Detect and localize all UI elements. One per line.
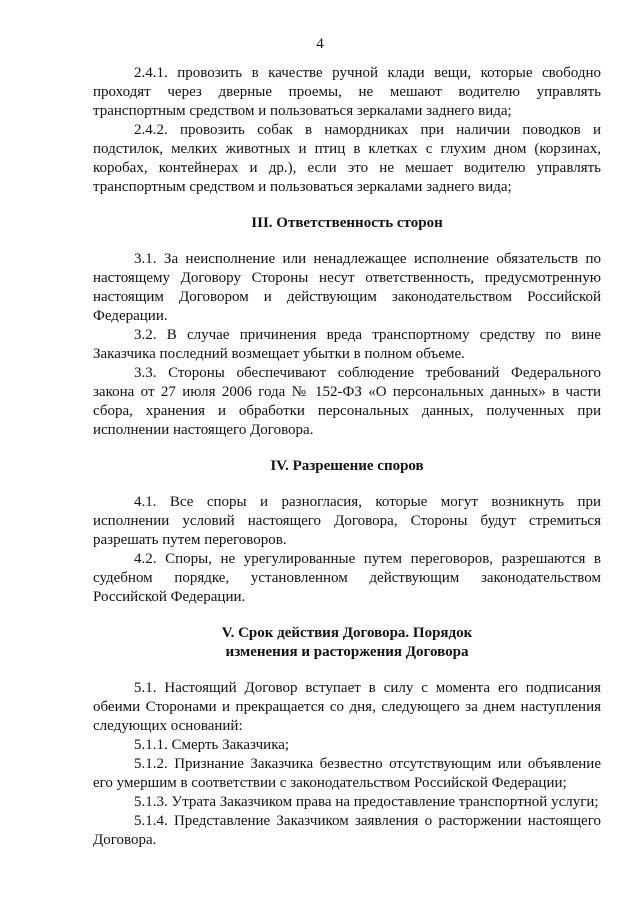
section-5-heading: [93, 624, 601, 662]
paragraph-4-1: 4.1. Все споры и разногласия, которые могут возникнуть при исполнении условий настоящего Договора, Стороны будут стремиться разрешать путем переговоров.: [93, 494, 601, 548]
document-body: [93, 64, 601, 850]
section-4-heading: IV. Разрешение споров: [270, 458, 424, 474]
paragraph-4-2: 4.2. Споры, не урегулированные путем переговоров, разрешаются в судебном порядке, установленном действующим законодательством Российской Федерации.: [93, 551, 601, 605]
section-5-heading-line2: изменения и расторжения Договора: [225, 644, 469, 660]
section-3-heading: III. Ответственность сторон: [251, 215, 443, 231]
paragraph-2-4-2: 2.4.2. провозить собак в намордниках при наличии поводков и подстилок, мелких животных и птиц в клетках с глухим дном (корзинах, коробах, контейнерах и др.), если это не мешает водителю управлять транспортным средством и пользоваться зеркалами заднего вида;: [93, 122, 601, 195]
paragraph-5-1-4: 5.1.4. Представление Заказчиком заявления о расторжении настоящего Договора.: [93, 813, 601, 848]
paragraph-5-1: 5.1. Настоящий Договор вступает в силу с момента его подписания обеими Сторонами и прекращается со дня, следующего за днем наступления следующих оснований:: [93, 680, 601, 734]
paragraph-3-3: 3.3. Стороны обеспечивают соблюдение требований Федерального закона от 27 июля 2006 года № 152-ФЗ «О персональных данных» в части сбора, хранения и обработки персональных данных, полученных при исполнении настоящего Договора.: [93, 365, 601, 438]
paragraph-5-1-2: 5.1.2. Признание Заказчика безвестно отсутствующим или объявление его умершим в соответствии с законодательством Российской Федерации;: [93, 756, 601, 791]
paragraph-3-1: 3.1. За неисполнение или ненадлежащее исполнение обязательств по настоящему Договору Стороны несут ответственность, предусмотренную настоящим Договором и действующим законодательством Российской Федерации.: [93, 251, 601, 324]
page-number: 4: [316, 36, 324, 52]
section-5-heading-line1: V. Срок действия Договора. Порядок: [221, 625, 473, 641]
paragraph-2-4-1: 2.4.1. провозить в качестве ручной клади вещи, которые свободно проходят через дверные проемы, не мешают водителю управлять транспортным средством и пользоваться зеркалами заднего вида;: [93, 65, 601, 119]
paragraph-3-2: 3.2. В случае причинения вреда транспортному средству по вине Заказчика последний возмещает убытки в полном объеме.: [93, 327, 601, 362]
paragraph-5-1-1: 5.1.1. Смерть Заказчика;: [134, 737, 290, 753]
paragraph-5-1-3: 5.1.3. Утрата Заказчиком права на предоставление транспортной услуги;: [134, 794, 599, 810]
